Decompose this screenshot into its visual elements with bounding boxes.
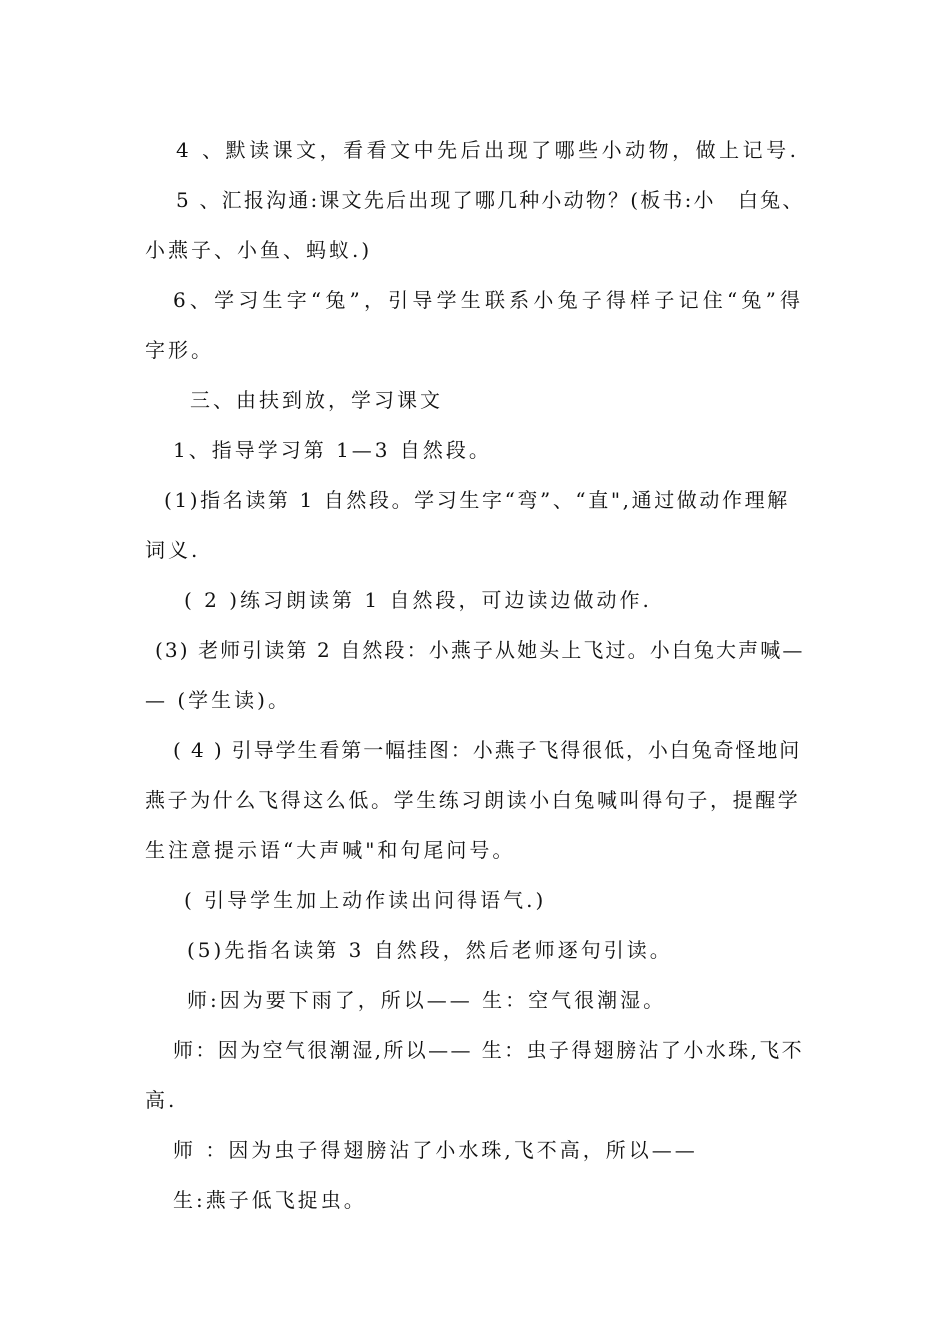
text-line-22: 生:燕子低飞捉虫。: [173, 1188, 367, 1212]
text-line-2: 5 、汇报沟通:课文先后出现了哪几种小动物？(板书:小 白兔、: [176, 188, 805, 212]
text-line-13: ( 4 ) 引导学生看第一幅挂图：小燕子飞得很低，小白兔奇怪地问: [173, 738, 802, 762]
section-heading: 三、由扶到放，学习课文: [190, 388, 443, 412]
text-line-8: (1)指名读第 1 自然段。学习生字“弯”、“直",通过做动作理解: [164, 488, 790, 512]
text-line-14: 燕子为什么飞得这么低。学生练习朗读小白兔喊叫得句子，提醒学: [145, 788, 801, 812]
text-line-18: 师:因为要下雨了，所以—— 生：空气很潮湿。: [187, 988, 667, 1012]
text-line-15: 生注意提示语“大声喊"和句尾问号。: [145, 838, 516, 862]
text-line-16: ( 引导学生加上动作读出问得语气.): [184, 888, 547, 912]
text-line-3: 小燕子、小鱼、蚂蚁.): [145, 238, 373, 262]
text-line-21: 师 ：因为虫子得翅膀沾了小水珠,飞不高，所以——: [173, 1138, 698, 1162]
text-line-19: 师：因为空气很潮湿,所以—— 生：虫子得翅膀沾了小水珠,飞不: [173, 1038, 805, 1062]
text-line-9: 词义.: [145, 538, 201, 562]
text-line-1: 4 、默读课文，看看文中先后出现了哪些小动物，做上记号.: [176, 138, 800, 162]
text-line-17: (5)先指名读第 3 自然段，然后老师逐句引读。: [187, 938, 673, 962]
text-line-10: ( 2 )练习朗读第 1 自然段，可边读边做动作.: [184, 588, 652, 612]
text-line-4: 6、学习生字“兔”，引导学生联系小兔子得样子记住“兔”得: [173, 288, 805, 312]
text-line-5: 字形。: [145, 338, 214, 362]
text-line-11: (3) 老师引读第 2 自然段：小燕子从她头上飞过。小白兔大声喊—: [155, 638, 805, 662]
text-line-7: 1、指导学习第 1—3 自然段。: [173, 438, 492, 462]
text-line-12: — (学生读)。: [145, 688, 291, 712]
text-line-20: 高.: [145, 1088, 178, 1112]
